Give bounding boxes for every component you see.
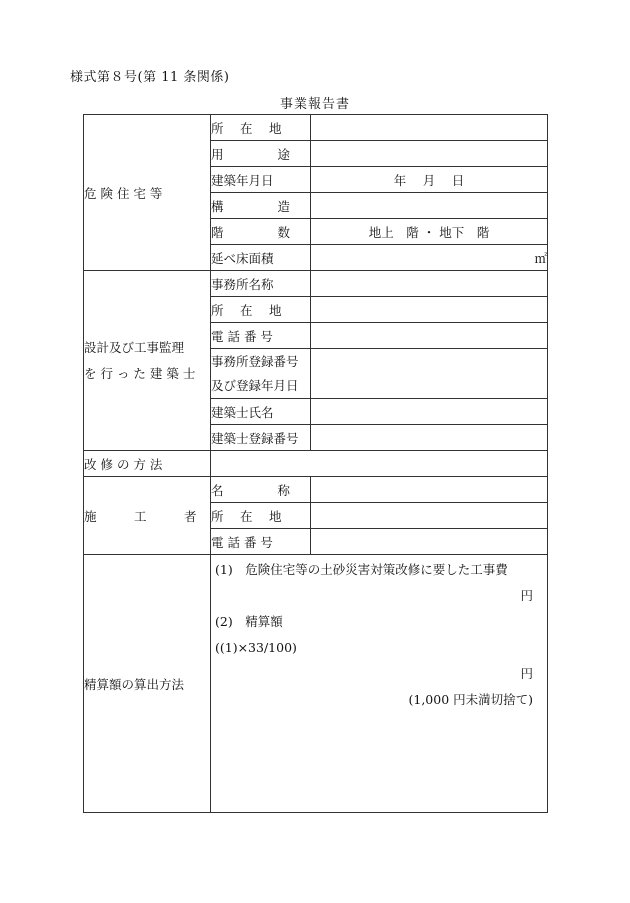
architect-address-label: 所 在 地 [211,297,311,323]
architect-registration-label-line1: 事務所登録番号 [211,353,299,369]
architect-office-name-label: 事務所名称 [211,271,311,297]
architect-registration-label-line2: 及び登録年月日 [211,377,299,393]
architect-license-label: 建築士登録番号 [211,425,311,451]
architect-registration-field[interactable] [311,349,548,399]
settlement-yen-2: 円 [520,666,533,681]
housing-built-date-field[interactable]: 年 月 日 [311,167,548,193]
architect-address-field[interactable] [311,297,548,323]
settlement-line-amount: (2) 精算額 [215,614,283,629]
table-row [84,271,548,297]
contractor-section-label: 施 工 者 [84,477,211,555]
method-field[interactable] [211,451,548,477]
housing-floors-field[interactable]: 地上 階 ・ 地下 階 [311,219,548,245]
housing-use-field[interactable] [311,141,548,167]
method-section-label: 改 修 の 方 法 [84,451,211,477]
housing-address-field[interactable] [311,115,548,141]
architect-license-field[interactable] [311,425,548,451]
architect-section-label-line1: 設計及び工事監理 [84,339,185,355]
form-number: 様式第８号(第 11 条関係) [70,70,230,85]
housing-section-label: 危 険 住 宅 等 [84,115,211,271]
settlement-line-construction-cost: (1) 危険住宅等の土砂災害対策改修に要した工事費 [215,562,508,577]
contractor-phone-field[interactable] [311,529,548,555]
contractor-address-label: 所 在 地 [211,503,311,529]
housing-floor-area-label: 延べ床面積 [211,245,311,271]
housing-structure-field[interactable] [311,193,548,219]
table-row [84,451,548,477]
settlement-line-formula: ((1)×33/100) [215,640,297,655]
architect-name-field[interactable] [311,399,548,425]
report-table [83,114,548,813]
settlement-calculation-cell [211,555,548,813]
architect-section-label-line2: を 行 っ た 建 築 士 [84,365,196,381]
architect-office-name-field[interactable] [311,271,548,297]
architect-registration-label [211,349,311,399]
architect-section-label [84,271,211,451]
document-title: 事業報告書 [279,97,350,112]
contractor-phone-label: 電 話 番 号 [211,529,311,555]
architect-phone-label: 電 話 番 号 [211,323,311,349]
settlement-rounding-note: (1,000 円未満切捨て) [408,692,533,707]
contractor-name-field[interactable] [311,477,548,503]
housing-built-date-label: 建築年月日 [211,167,311,193]
contractor-name-label: 名 称 [211,477,311,503]
table-row [84,555,548,813]
housing-floor-area-field[interactable]: ㎡ [311,245,548,271]
settlement-yen-1: 円 [520,588,533,603]
housing-structure-label: 構 造 [211,193,311,219]
housing-address-label: 所 在 地 [211,115,311,141]
housing-use-label: 用 途 [211,141,311,167]
table-row [84,115,548,141]
architect-name-label: 建築士氏名 [211,399,311,425]
table-row [84,477,548,503]
architect-phone-field[interactable] [311,323,548,349]
contractor-address-field[interactable] [311,503,548,529]
settlement-section-label: 精算額の算出方法 [84,555,211,813]
housing-floors-label: 階 数 [211,219,311,245]
